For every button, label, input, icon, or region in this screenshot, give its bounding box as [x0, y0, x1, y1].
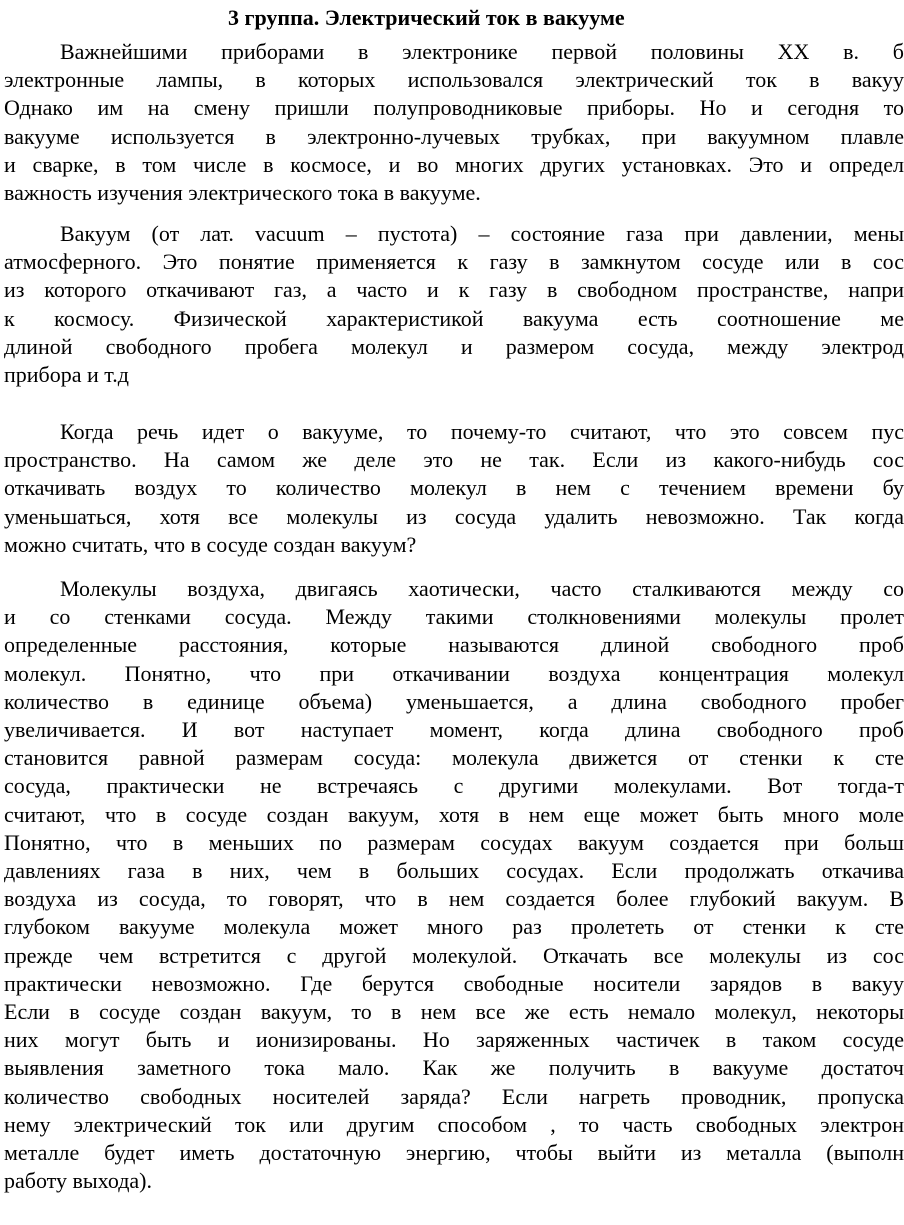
text-line: воздуха из сосуда, то говорят, что в нем создается более глубокий вакуум. В — [4, 886, 904, 912]
text-line: них могут быть и ионизированы. Но заряженных частичек в таком сосуде — [4, 1027, 904, 1053]
text-line: Если в сосуде создан вакуум, то в нем все же есть немало молекул, некоторы — [4, 999, 904, 1024]
text-line: атмосферного. Это понятие применяется к газу в замкнутом сосуде или в сос — [4, 249, 904, 275]
text-line: уменьшаться, хотя все молекулы из сосуда удалить невозможно. Так когда — [4, 503, 904, 529]
text-line: работу выхода). — [4, 1168, 152, 1194]
text-line: электронные лампы, в которых использовался электрический ток в вакуу — [4, 67, 904, 93]
text-line: важность изучения электрического тока в вакууме. — [4, 180, 481, 205]
text-line: и со стенками сосуда. Между такими столкновениями молекулы пролет — [4, 604, 904, 630]
text-line: длиной свободного пробега молекул и размером сосуда, между электрод — [4, 333, 904, 359]
text-line: Понятно, что в меньших по размерам сосудах вакуум создается при больш — [4, 829, 904, 855]
text-line: из которого откачивают газ, а часто и к газу в свободном пространстве, напри — [4, 277, 904, 303]
text-line: металле будет иметь достаточную энергию, чтобы выйти из металла (выполн — [4, 1140, 904, 1165]
text-line: количество в единице объема) уменьшается, а длина свободного пробег — [4, 688, 904, 714]
text-line: становится равной размерам сосуда: молекула движется от стенки к сте — [4, 745, 904, 771]
text-line: Когда речь идет о вакууме, то почему-то считают, что это совсем пус — [60, 419, 904, 444]
text-line: считают, что в сосуде создан вакуум, хотя в нем еще может быть много моле — [4, 801, 904, 827]
text-line: определенные расстояния, которые называются длиной свободного проб — [4, 632, 904, 658]
text-line: Однако им на смену пришли полупроводниковые приборы. Но и сегодня то — [4, 95, 904, 121]
text-line: вакууме используется в электронно-лучевых трубках, при вакуумном плавле — [4, 123, 904, 149]
document-title: 3 группа. Электрический ток в вакууме — [228, 5, 625, 30]
text-line: Молекулы воздуха, двигаясь хаотически, часто сталкиваются между со — [60, 576, 904, 601]
text-line: увеличивается. И вот наступает момент, когда длина свободного проб — [4, 717, 904, 742]
text-line: прежде чем встретится с другой молекулой. Откачать все молекулы из сос — [4, 942, 904, 968]
text-line: практически невозможно. Где берутся свободные носители зарядов в вакуу — [4, 970, 904, 996]
text-line: глубоком вакууме молекула может много раз пролететь от стенки к сте — [4, 914, 904, 940]
text-line: выявления заметного тока мало. Как же получить в вакууме достаточ — [4, 1055, 904, 1081]
text-line: количество свободных носителей заряда? Если нагреть проводник, пропуска — [4, 1083, 904, 1109]
text-line: нему электрический ток или другим способом , то часть свободных электрон — [4, 1111, 904, 1137]
text-line: Вакуум (от лат. vacuum – пустота) – состояние газа при давлении, мены — [60, 221, 904, 246]
text-line: давлениях газа в них, чем в больших сосудах. Если продолжать откачива — [4, 858, 904, 883]
text-line: можно считать, что в сосуде создан вакуум? — [4, 531, 417, 557]
text-line: молекул. Понятно, что при откачивании воздуха концентрация молекул — [4, 660, 904, 686]
text-line: прибора и т.д — [4, 362, 129, 387]
text-line: Важнейшими приборами в электронике первой половины XX в. б — [60, 39, 904, 64]
text-line: пространство. На самом же деле это не так. Если из какого-нибудь сос — [4, 447, 904, 473]
text-line: к космосу. Физической характеристикой вакуума есть соотношение ме — [4, 305, 904, 331]
text-line: и сварке, в том числе в космосе, и во многих других установках. Это и определ — [4, 151, 904, 177]
text-line: сосуда, практически не встречаясь с другими молекулами. Вот тогда-т — [4, 773, 904, 799]
text-line: откачивать воздух то количество молекул в нем с течением времени бу — [4, 475, 904, 501]
